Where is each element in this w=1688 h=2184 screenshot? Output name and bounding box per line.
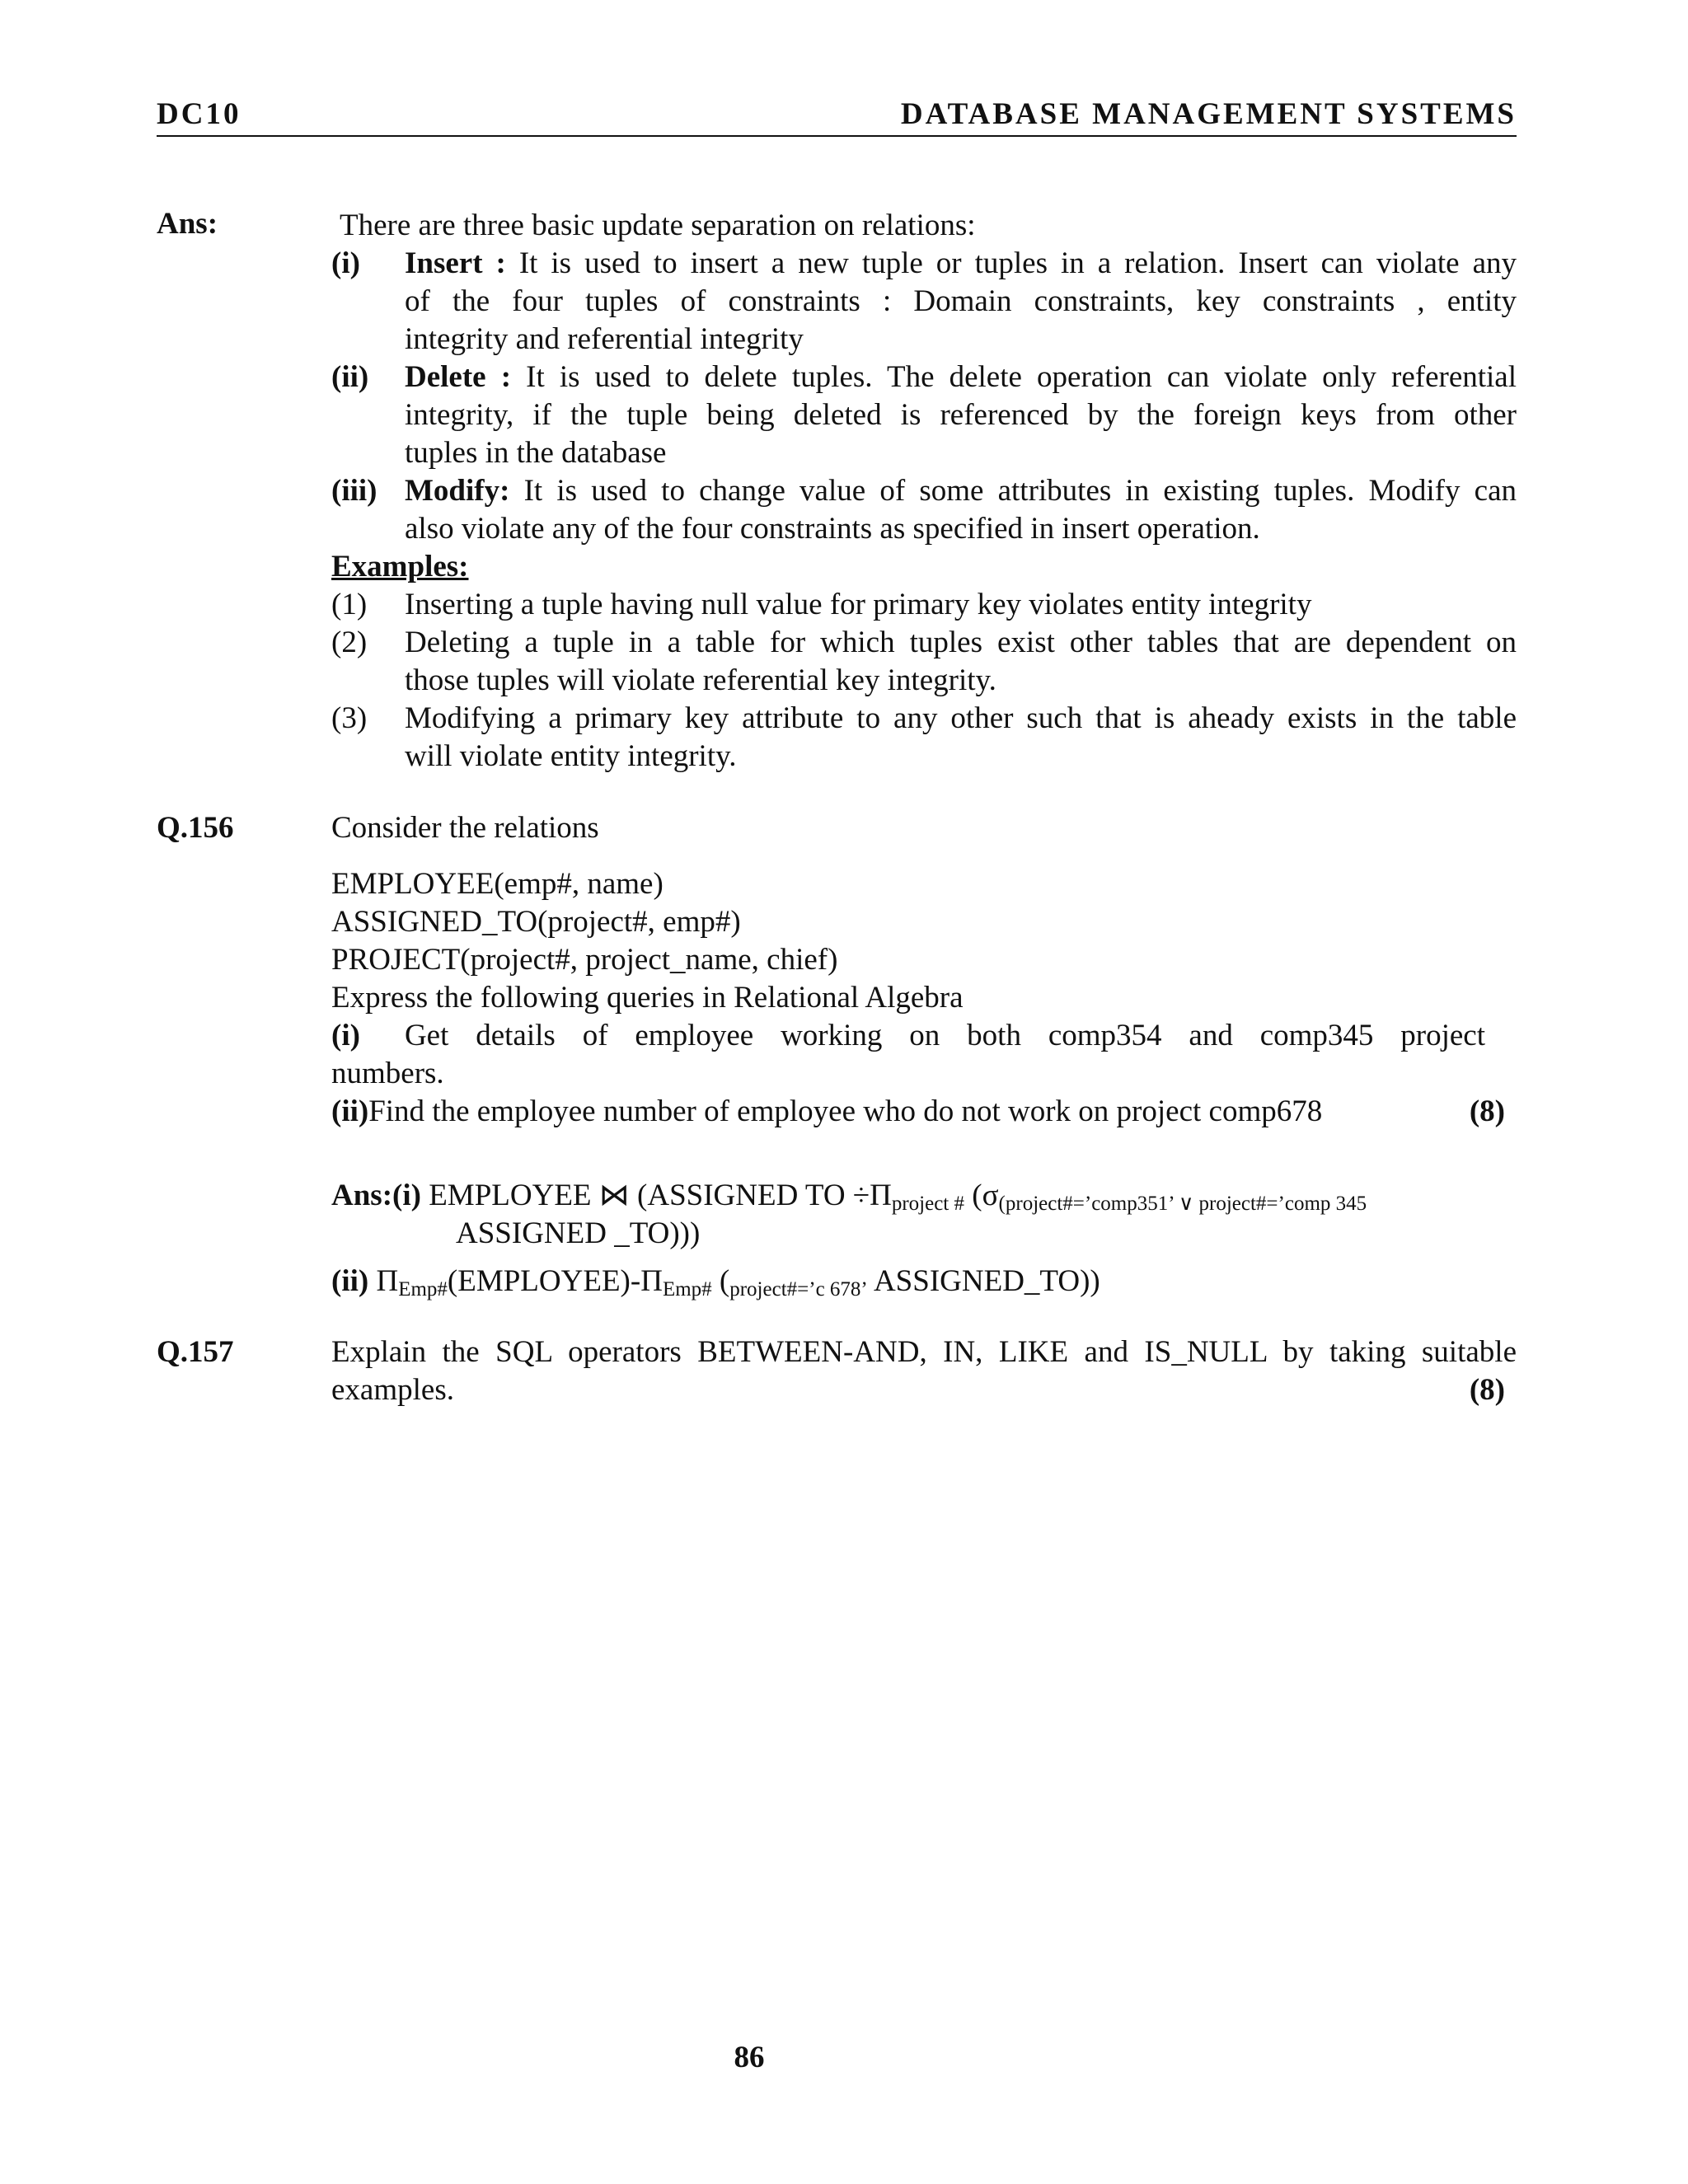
page-number: 86: [734, 2041, 765, 2074]
q156-answer-i-cont: ASSIGNED _TO))): [456, 1216, 701, 1250]
op-delete-line-2: integrity, if the tuple being deleted is referenced by the foreign keys from other: [405, 398, 1517, 432]
q157-line-1: Explain the SQL operators BETWEEN-AND, IN, LIKE and IS_NULL by taking suitable: [331, 1335, 1517, 1369]
projection-symbol: Π: [870, 1179, 892, 1212]
q156-express: Express the following queries in Relational Algebra: [331, 981, 964, 1015]
example-3-line-1: Modifying a primary key attribute to any other such that is aheady exists in the table: [405, 701, 1517, 735]
op-number-delete: (ii): [331, 360, 369, 394]
q156-marks: (8): [1469, 1094, 1505, 1128]
op-modify-line-2: also violate any of the four constraints as specified in insert operation.: [405, 512, 1260, 546]
question-156-label: Q.156: [157, 811, 234, 845]
op-delete-line-1: Delete : It is used to delete tuples. The delete operation can violate only referential: [405, 360, 1517, 394]
q156-answer-ii: (ii) $\Pi_{Emp\#}(EMPLOYEE)-\Pi_{Emp\#}$ ($_{project\#=’c 678’}$ ASSIGNED_TO)): [331, 1264, 1100, 1301]
examples-heading: Examples:: [331, 550, 469, 583]
op-number-modify: (iii): [331, 474, 377, 508]
join-symbol: ⋈: [598, 1179, 630, 1212]
example-number-1: (1): [331, 588, 368, 621]
q156-relation-assigned-to: ASSIGNED_TO(project#, emp#): [331, 905, 741, 939]
example-number-2: (2): [331, 626, 368, 659]
op-modify-line-1: Modify: It is used to change value of some attributes in existing tuples. Modify can: [405, 474, 1517, 508]
example-2-line-1: Deleting a tuple in a table for which tuples exist other tables that are dependent on: [405, 626, 1517, 659]
example-3-line-2: will violate entity integrity.: [405, 739, 737, 773]
op-insert-line-3: integrity and referential integrity: [405, 322, 804, 356]
q157-line-2: examples.: [331, 1373, 454, 1407]
q156-query-i: (i) Get details of employee working on both comp354 and comp345 project: [331, 1019, 1485, 1052]
op-insert-line-2: of the four tuples of constraints : Domain constraints, key constraints , entity: [405, 284, 1517, 318]
op-delete-line-3: tuples in the database: [405, 436, 667, 470]
op-insert-line-1: Insert : It is used to insert a new tuple or tuples in a relation. Insert can violate any: [405, 246, 1517, 280]
q156-query-ii: (ii)Find the employee number of employee who do not work on project comp678: [331, 1094, 1323, 1128]
header-course-code: DC10: [157, 97, 241, 131]
example-2-line-2: those tuples will violate referential key integrity.: [405, 663, 996, 697]
question-157-label: Q.157: [157, 1335, 234, 1369]
answer-label: Ans:: [157, 207, 218, 241]
q156-answer-i: Ans:(i) EMPLOYEE ⋈ (ASSIGNED TO $\div\Pi_{project \#}$ ($\sigma_{(project\#=’comp351’ \vee project\#=’comp 345}$: [331, 1179, 1367, 1215]
answer-intro: There are three basic update separation on relations:: [340, 209, 976, 242]
q157-marks: (8): [1469, 1373, 1505, 1407]
running-header: [157, 99, 1517, 137]
q156-relation-project: PROJECT(project#, project_name, chief): [331, 943, 838, 977]
q156-intro: Consider the relations: [331, 811, 599, 845]
header-course-title: DATABASE MANAGEMENT SYSTEMS: [900, 97, 1517, 131]
q156-query-i-cont: numbers.: [331, 1057, 444, 1090]
example-number-3: (3): [331, 701, 368, 735]
example-1-line-1: Inserting a tuple having null value for primary key violates entity integrity: [405, 588, 1312, 621]
selection-symbol: (σ: [964, 1179, 999, 1212]
op-number-insert: (i): [331, 246, 360, 280]
q156-relation-employee: EMPLOYEE(emp#, name): [331, 867, 663, 901]
